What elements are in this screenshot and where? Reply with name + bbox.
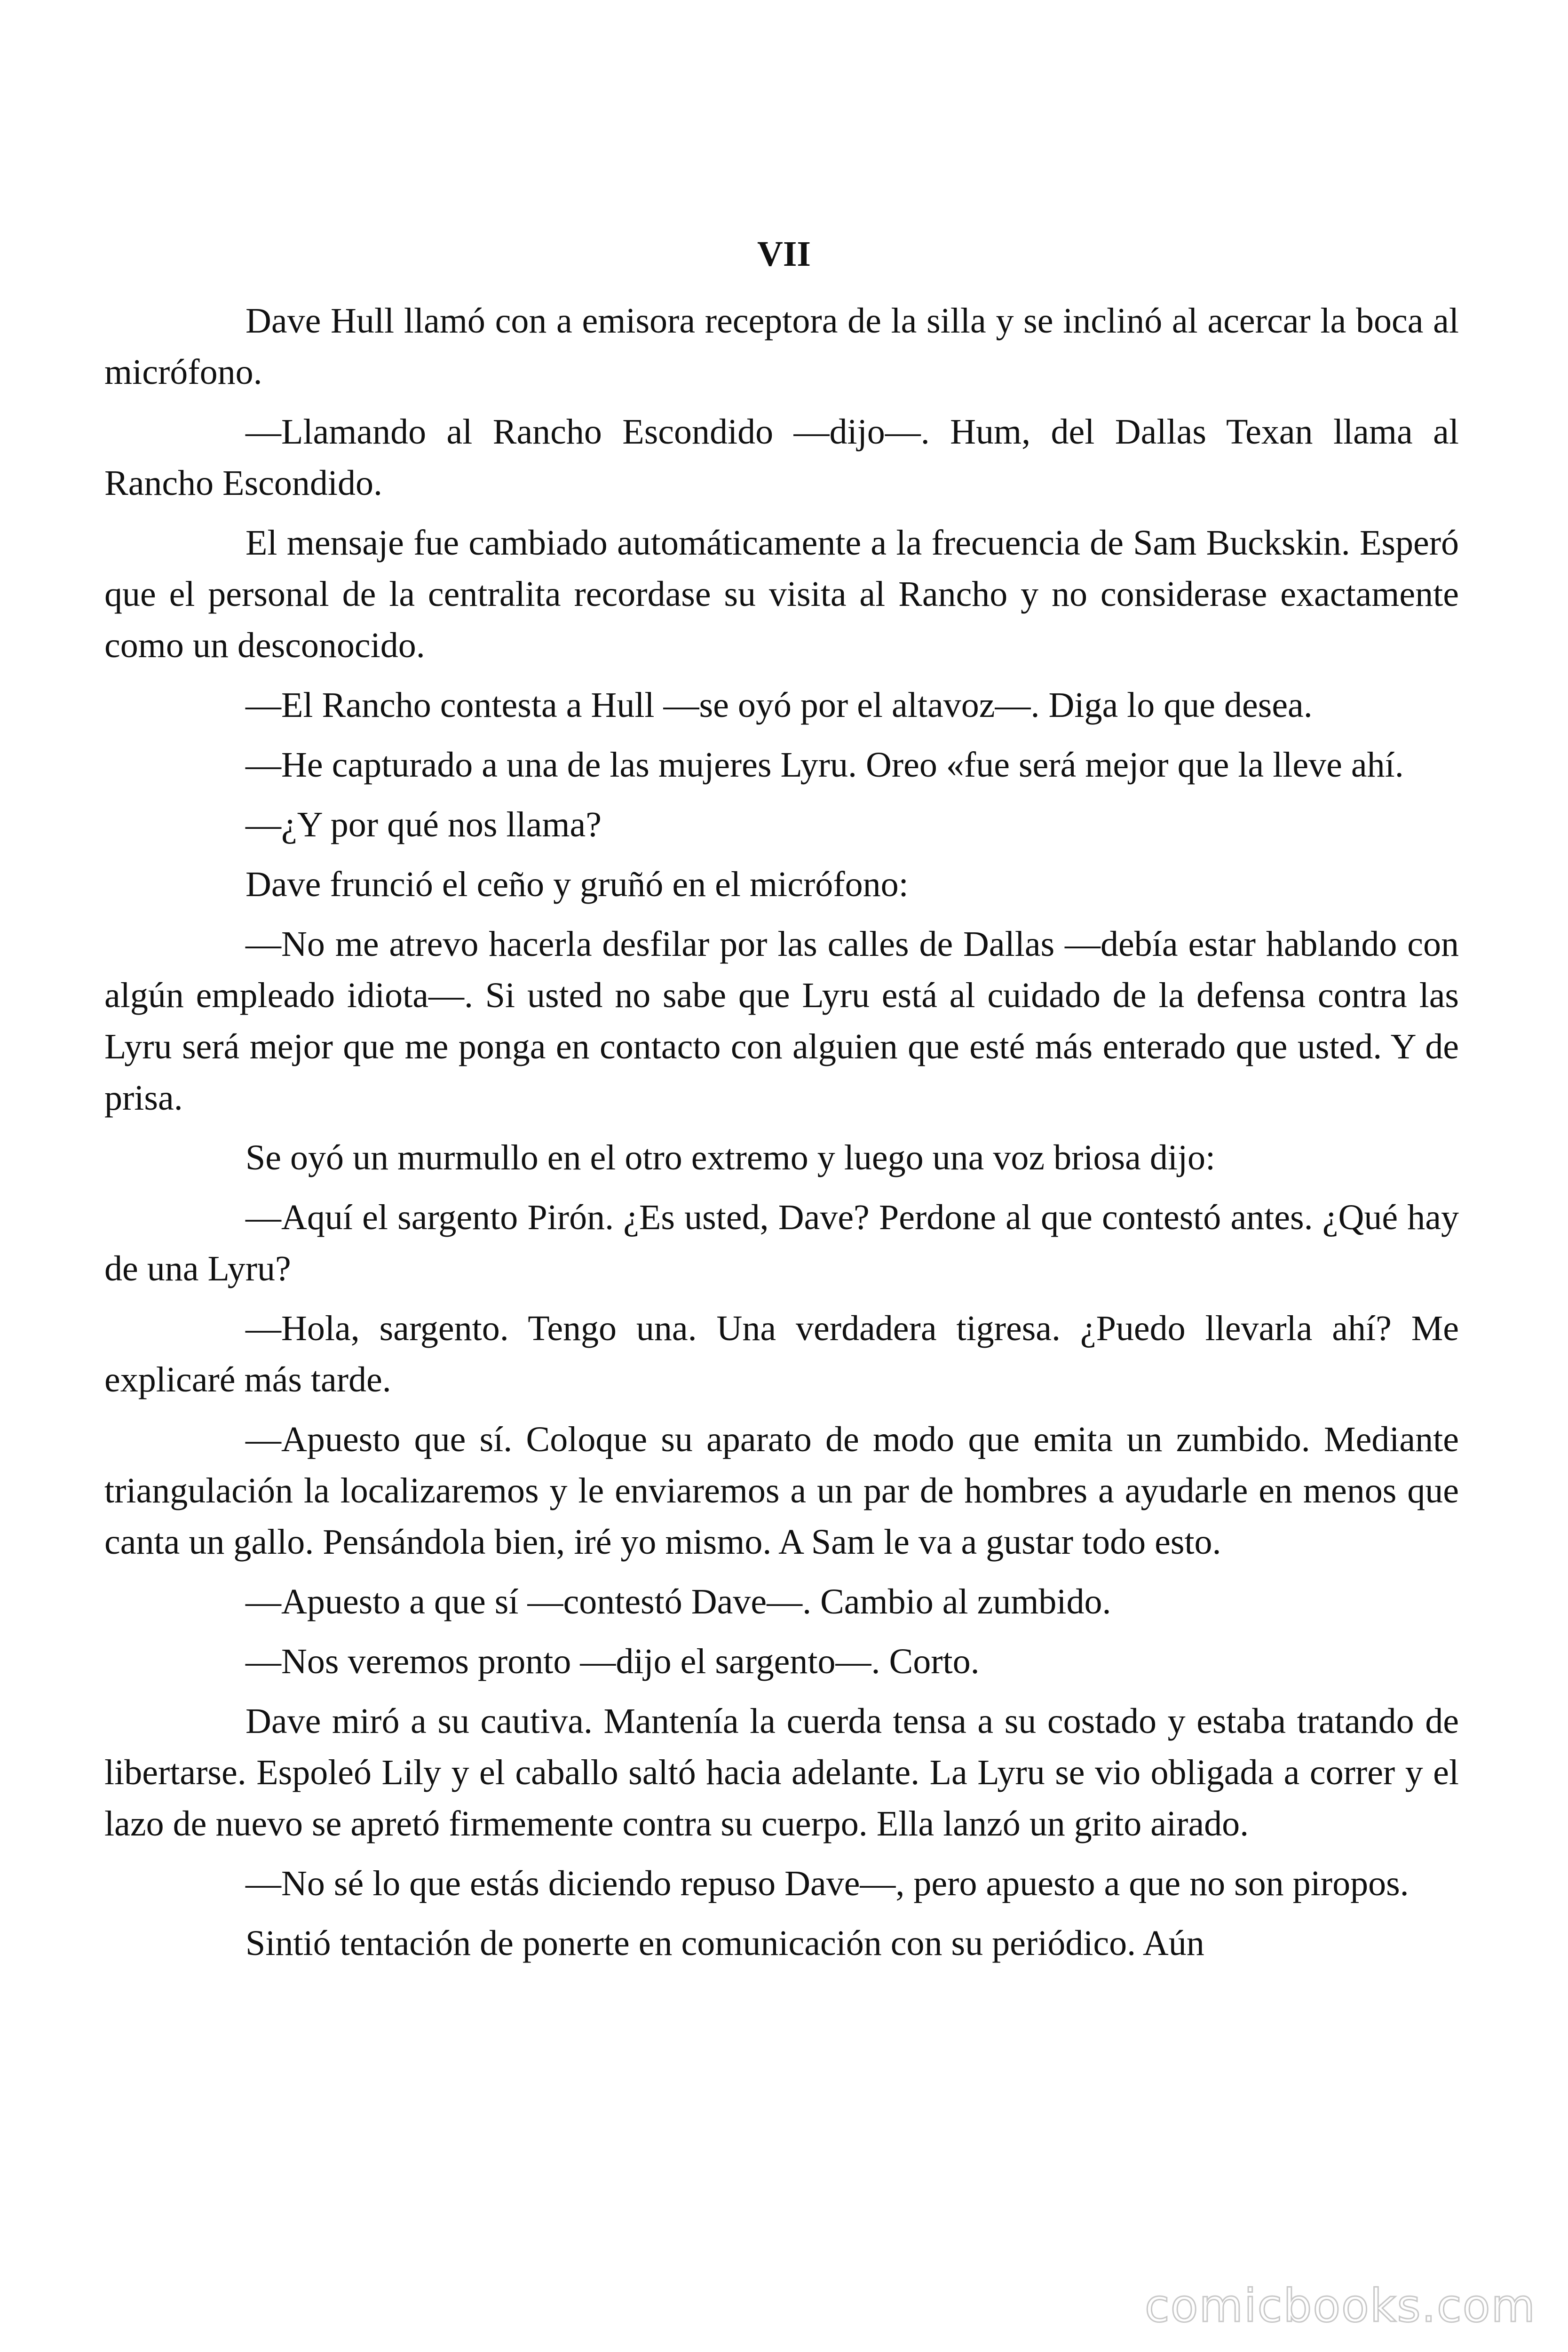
paragraph-10: —Aquí el sargento Pirón. ¿Es usted, Dave? Perdone al que contestó antes. ¿Qué hay de una Lyru? [104, 1198, 1459, 1288]
paragraph-13: —Apuesto a que sí —contestó Dave—. Cambio al zumbido. [245, 1582, 1111, 1621]
watermark-logo: comicbooks.com [1144, 2280, 1536, 2332]
paragraph-6: —¿Y por qué nos llama? [245, 805, 602, 844]
paragraph-5: —He capturado a una de las mujeres Lyru. Oreo «fue será mejor que la lleve ahí. [245, 745, 1404, 785]
paragraph-11: —Hola, sargento. Tengo una. Una verdadera tigresa. ¿Puedo llevarla ahí? Me explicaré más tarde. [104, 1309, 1459, 1399]
paragraph-17: Sintió tentación de ponerte en comunicación con su periódico. Aún [245, 1923, 1204, 1963]
paragraph-3: El mensaje fue cambiado automáticamente a la frecuencia de Sam Buckskin. Esperó que el personal de la centralita recordase su visita al Rancho y no considerase exactamente como un desconocido. [104, 523, 1459, 665]
paragraph-1: Dave Hull llamó con a emisora receptora de la silla y se inclinó al acercar la boca al micrófono. [104, 301, 1459, 392]
paragraph-8: —No me atrevo hacerla desfilar por las calles de Dallas —debía estar hablando con algún empleado idiota—. Si usted no sabe que Lyru está al cuidado de la defensa contra las Lyru será mejor que me ponga en contacto con alguien que esté más enterado que usted. Y de prisa. [104, 924, 1459, 1118]
paragraph-16: —No sé lo que estás diciendo repuso Dave—, pero apuesto a que no son piropos. [245, 1864, 1409, 1903]
paragraph-14: —Nos veremos pronto —dijo el sargento—. Corto. [245, 1642, 980, 1681]
paragraph-7: Dave frunció el ceño y gruñó en el micrófono: [245, 865, 909, 904]
chapter-heading: VII [757, 234, 811, 274]
body-text [104, 295, 1459, 1978]
paragraph-9: Se oyó un murmullo en el otro extremo y luego una voz briosa dijo: [245, 1138, 1216, 1177]
paragraph-4: —El Rancho contesta a Hull —se oyó por el altavoz—. Diga lo que desea. [245, 685, 1313, 725]
paragraph-15: Dave miró a su cautiva. Mantenía la cuerda tensa a su costado y estaba tratando de libertarse. Espoleó Lily y el caballo saltó hacia adelante. La Lyru se vio obligada a correr y el lazo de nuevo se apretó firmemente contra su cuerpo. Ella lanzó un grito airado. [104, 1701, 1459, 1843]
paragraph-2: —Llamando al Rancho Escondido —dijo—. Hum, del Dallas Texan llama al Rancho Escondido. [104, 412, 1459, 503]
paragraph-12: —Apuesto que sí. Coloque su aparato de modo que emita un zumbido. Mediante triangulación la localizaremos y le enviaremos a un par de hombres a ayudarle en menos que canta un gallo. Pensándola bien, iré yo mismo. A Sam le va a gustar todo esto. [104, 1420, 1459, 1562]
